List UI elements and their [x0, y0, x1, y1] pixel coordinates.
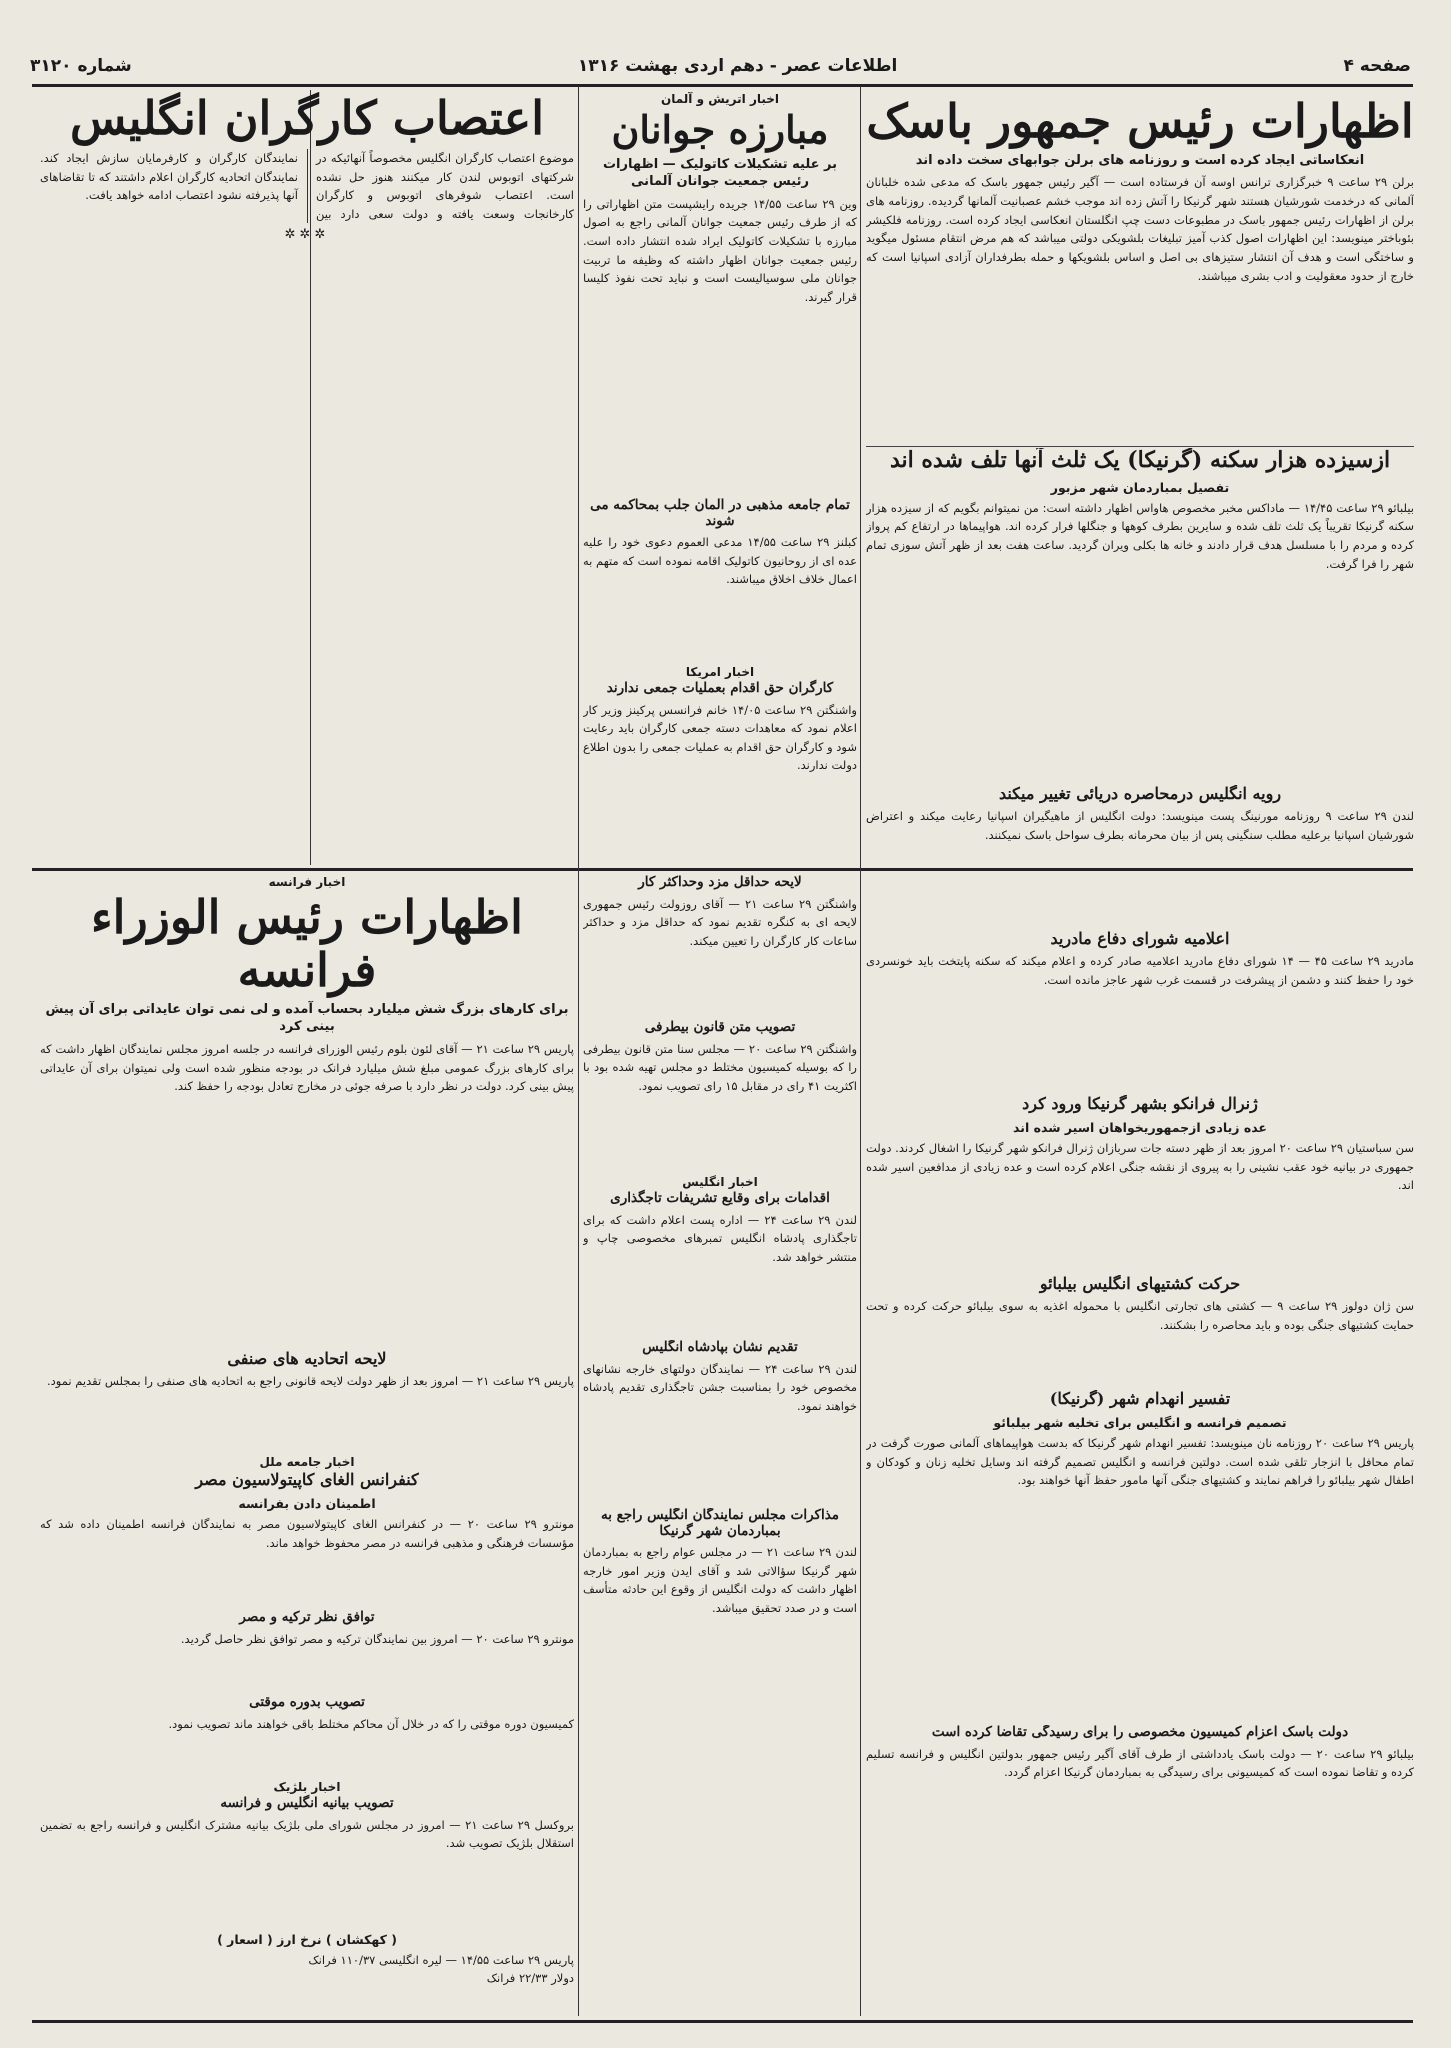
- article-body: برلن ۲۹ ساعت ۹ خبرگزاری ترانس اوسه آن فرستاده است — آگیر رئیس جمهور باسک که مدعی شده خلبانان آلمانی که درخدمت شورشیان هستند شهر گرنیکا را آتش زده اند موجب خشم عصبانیت آلمانها گردیده. روزنامه های برلن از اظهارات رئیس جمهور باسک در مطبوعات دست چپ انگلستان انعکاسی ایجاد کرده است. روزنامه فلکیشر بئوباختر مینویسد: این اظهارات اصول کذب آمیز تبلیغات بلشویکی دولتی میباشد که هم مرض انتقام مسئول میگوید و ساختگی است و هدف آن انتشار ستیزهای بی اصل و اساس بلشویکها و حمله بطرفداران آزادی اسپانیا است که خارج از حدود معقولیت و ادب بشری میباشند.: [866, 175, 1414, 283]
- article-franco: [866, 1095, 1414, 1270]
- section-kicker: اخبار انگلیس: [682, 1175, 758, 1189]
- headline: ازسیزده هزار سکنه (گرنیکا) یک ثلث آنها تلف شده اند: [889, 448, 1391, 473]
- article-body: پاریس ۲۹ ساعت ۲۱ — امروز بعد از ظهر دولت لایحه قانونی راجع به اتحادیه های صنفی را بمجلس تقدیم نمود.: [47, 1374, 574, 1389]
- article-body: واشنگتن ۲۹ ساعت ۲۱ — آقای روزولت رئیس جمهوری لایحه ای به کنگره تقدیم نمود که حداقل مزد و حداکثر ساعات کار کارگران را تعیین میکند.: [583, 896, 857, 948]
- article-body: مادرید ۲۹ ساعت ۴۵ — ۱۴ شورای دفاع مادرید اعلامیه صادر کرده و اعلام میکند که سکنه پایتخت باید خونسردی خود را حفظ کنند و دشمن از پیشرفت در قسمت غرب شهر عاجز مانده است.: [866, 954, 1414, 988]
- article-body: واشنگتن ۲۹ ساعت ۲۰ — مجلس سنا متن قانون بیطرفی را که بوسیله کمیسیون مختلط دو مجلس تهیه شده بود با اکثریت ۴۱ رای در مقابل ۱۵ رای تصویب نمود.: [583, 1041, 857, 1093]
- article-bilbao-ships: [866, 1275, 1414, 1385]
- article-body: لندن ۲۹ ساعت ۲۱ — در مجلس عوام راجع به بمباردمان شهر گرنیکا سؤالاتی شد و آقای ایدن وزیر امور خارجه اظهار داشت که دولت انگلیس از وقوع این حادثه متأسف است و در صدد تحقیق میباشد.: [583, 1545, 857, 1615]
- divider: [866, 446, 1414, 447]
- headline: اظهارات رئیس جمهور باسک: [866, 95, 1414, 148]
- headline: اعتصاب کارگران انگلیس: [69, 92, 545, 145]
- headline: اظهارات رئیس الوزراء فرانسه: [91, 890, 523, 997]
- article-strike: [40, 92, 574, 862]
- article-youth: [583, 92, 857, 492]
- headline: لایحه حداقل مزد وحداکثر کار: [638, 875, 802, 890]
- article-body: سن سباستیان ۲۹ ساعت ۲۰ امروز بعد از ظهر دسته جات سربازان ژنرال فرانکو شهر گرنیکا را اشغال کردند. دولت جمهوری در بیانیه خود عقب نشینی را به پیروی از نقشه جنگی اعلام کرده است و عده زیادی از مدافعین اسیر شده اند.: [866, 1140, 1414, 1193]
- section-kicker: اخبار جامعه ملل: [259, 1455, 355, 1469]
- article-ruin: [866, 1390, 1414, 1720]
- article-temp-period: [40, 1695, 574, 1775]
- newspaper-date: اطلاعات عصر - دهم اردی بهشت ۱۳۱۶: [577, 56, 898, 76]
- article-france-pm: [40, 875, 574, 1345]
- article-belgium: [40, 1780, 574, 1920]
- article-body: بیلبائو ۲۹ ساعت ۲۰ — دولت باسک یادداشتی از طرف آقای آگیر رئیس جمهور بدولتین انگلیس و فرانسه تسلیم کرده و تقاضا نموده است که کمیسیونی برای رسیدگی به بمباردمان گرنیکا اعزام گردد.: [866, 1746, 1414, 1780]
- headline: لایحه اتحادیه های صنفی: [227, 1350, 387, 1368]
- headline: اعلامیه شورای دفاع مادرید: [1050, 930, 1230, 948]
- subhead: عده زیادی ازجمهوریخواهان اسیر شده اند: [1013, 1120, 1267, 1136]
- article-body: پاریس ۲۹ ساعت ۲۰ روزنامه نان مینویسد: تفسیر انهدام شهر گرنیکا که بدست هواپیماهای آلمانی صورت گرفت در تمام محافل با انزجار تلقی شده است. دولتین فرانسه و انگلیس تصمیم گرفته اند وسایل تخلیه زنان و کودکان و اطفال شهر بیلبائو را فراهم نمایند و کشتیهای جنگی آنها مامور حفظ آنها خواهند بود.: [866, 1435, 1414, 1488]
- article-basque: [866, 95, 1414, 440]
- article-body: پاریس ۲۹ ساعت ۲۱ — آقای لئون بلوم رئیس الوزرای فرانسه در جلسه امروز مجلس نمایندگان اظهار داشت که برای کارهای بزرگ عمومی مبلغ شش میلیارد فرانک در بودجه منظور شده است ولی نمیتوان برای آن عایداتی پیش بینی کرد. دولت در نظر دارد با صرفه جوئی در مخارج تعادل بودجه را حفظ کند.: [40, 1041, 574, 1094]
- section-kicker: اخبار امریکا: [685, 665, 755, 679]
- headline: تصویب بیانیه انگلیس و فرانسه: [220, 1795, 394, 1811]
- article-body: موضوع اعتصاب کارگران انگلیس مخصوصاً آنهائیکه در شرکتهای اتوبوس لندن کار میکنند هنوز حل نشده است. اعتصاب شوفرهای اتوبوس و کارگران کارخانجات وسعت یافته و دولت سعی دارد بین نمایندگان کارگران و کارفرمایان سازش ایجاد کند. نمایندگان اتحادیه کارگران اعلام داشتند که تا تقاضاهای آنها پذیرفته نشود اعتصاب ادامه خواهد یافت.: [40, 150, 574, 221]
- article-king-gift: [583, 1340, 857, 1500]
- headline: تصویب بدوره موقتی: [249, 1695, 365, 1710]
- article-coronation: [583, 1175, 857, 1335]
- article-usa-workers: [583, 665, 857, 865]
- headline: کارگران حق اقدام بعملیات جمعی ندارند: [606, 680, 834, 696]
- column-rule: [578, 86, 579, 2016]
- headline: تمام جامعه مذهبی در آلمان جلب بمحاکمه می شوند: [590, 498, 850, 529]
- section-kicker: اخبار بلژیک: [273, 1780, 341, 1794]
- article-turkey: [40, 1610, 574, 1690]
- bottom-rule: [32, 2020, 1413, 2023]
- article-egypt: [40, 1455, 574, 1605]
- article-body: مونترو ۲۹ ساعت ۲۰ — امروز بین نمایندگان ترکیه و مصر توافق نظر حاصل گردید.: [180, 1631, 574, 1646]
- subhead: تصمیم فرانسه و انگلیس برای تخلیه شهر بیلبائو: [993, 1415, 1287, 1431]
- article-wage: [583, 875, 857, 1015]
- headline: توافق نظر ترکیه و مصر: [239, 1610, 375, 1625]
- article-body: بیلبائو ۲۹ ساعت ۱۴/۴۵ — ماداکس مخبر مخصوص هاواس اظهار داشته است: من نمیتوانم بگویم که از سیزده هزار سکنه گرنیکا تقریباً یک ثلث تلف شده و سایرین بطرف کوهها و جنگلها فرار کرده اند. هواپیماها در ارتفاع کم پرواز کرده و مردم را با مسلسل هدف قرار دادند و خانه ها بکلی ویران گردید. ساعت هفت بعد از ظهر آتش سوزی تمام شهر را فرا گرفت.: [866, 500, 1414, 571]
- headline: مبارزه جوانان: [611, 107, 829, 152]
- headline: مذاکرات مجلس نمایندگان انگلیس راجع به بمباردمان شهر گرنیکا: [600, 1508, 840, 1539]
- article-gernika: [866, 448, 1414, 778]
- article-body: وین ۲۹ ساعت ۱۴/۵۵ جریده رایشپست متن اظهاراتی را که از طرف رئیس جمعیت جوانان آلمانی راجع به اصول مبارزه با تشکیلات کاتولیک ایراد شده انتشار داده است. رئیس جمعیت جوانان اظهار داشته که وظیفه ما تربیت جوانان ملی سوسیالیست است و نباید تحت نفوذ کلیسا قرار گیرند.: [583, 196, 857, 304]
- article-body: کمیسیون دوره موقتی را که در خلال آن محاکم مختلط باقی خواهند ماند تصویب نمود.: [168, 1716, 574, 1731]
- exchange-title: ( کهکشان ) نرخ ارز ( اسعار ): [217, 1932, 397, 1947]
- article-naval: [866, 785, 1414, 925]
- headline: حرکت کشتیهای انگلیس بیلبائو: [1039, 1275, 1241, 1293]
- deck: انعکاساتی ایجاد کرده است و روزنامه های برلن جوابهای سخت داده اند: [915, 152, 1365, 168]
- deck: بر علیه تشکیلات کاتولیک — اظهارات رئیس جمعیت جوانان آلمانی: [602, 156, 838, 190]
- column-rule: [860, 86, 861, 2016]
- article-body: لندن ۲۹ ساعت ۲۴ — اداره پست اعلام داشت که برای تاجگذاری پادشاه انگلیس تمبرهای مخصوصی چاپ و منتشر خواهد شد.: [583, 1212, 857, 1264]
- article-madrid: [866, 930, 1414, 1090]
- article-neutrality: [583, 1020, 857, 1170]
- headline: رویه انگلیس درمحاصره دریائی تغییر میکند: [998, 785, 1282, 803]
- article-body: بروکسل ۲۹ ساعت ۲۱ — امروز در مجلس شورای ملی بلژیک بیانیه مشترک انگلیس و فرانسه راجع به تضمین استقلال بلژیک تصویب شد.: [40, 1817, 574, 1851]
- article-body: کبلنز ۲۹ ساعت ۱۴/۵۵ مدعی العموم دعوی خود را علیه عده ای از روحانیون کاتولیک اقامه نموده است که متهم به اعمال خلاف اخلاق میباشند.: [583, 535, 857, 587]
- article-body: واشنگتن ۲۹ ساعت ۱۴/۰۵ خانم فرانسس پرکینز وزیر کار اعلام نمود که معاهدات دسته جمعی کارگران باید رعایت شود و کارگران حق اقدام به عملیات جمعی را بدون اطلاع دولت ندارند.: [583, 702, 857, 773]
- exchange-line: پاریس ۲۹ ساعت ۱۴/۵۵ — لیره انگلیسی ۱۱۰/۳۷ فرانک: [308, 1952, 574, 1967]
- page-label: صفحه ۴: [1343, 56, 1411, 76]
- headline: اقدامات برای وقایع تشریفات تاجگذاری: [610, 1190, 830, 1206]
- deck: برای کارهای بزرگ شش میلیارد بحساب آمده و لی نمی توان عایداتی برای آن پیش بینی کرد: [45, 1001, 569, 1035]
- headline: تقدیم نشان بپادشاه انگلیس: [642, 1340, 798, 1355]
- masthead: [30, 52, 1411, 80]
- article-parliament: [583, 1508, 857, 2013]
- headline: تصویب متن قانون بیطرفی: [644, 1020, 796, 1035]
- issue-number: شماره ۳۱۲۰: [30, 56, 132, 76]
- ornament-icon: ✲✲✲: [284, 227, 330, 243]
- section-kicker: اخبار اتریش و آلمان: [660, 92, 780, 106]
- top-rule: [32, 84, 1413, 87]
- headline: کنفرانس الغای کاپیتولاسیون مصر: [195, 1470, 419, 1489]
- article-body: لندن ۲۹ ساعت ۲۴ — نمایندگان دولتهای خارجه نشانهای مخصوص خود را بمناسبت جشن تاجگذاری تقدیم پادشاه خواهند نمود.: [583, 1361, 857, 1413]
- article-body: لندن ۲۹ ساعت ۹ روزنامه مورنینگ پست مینویسد: دولت انگلیس از ماهیگیران اسپانیا رعایت میکند و اعتراض شورشیان اسپانیا برعلیه مطلب سنگینی پس از بیان محرمانه بطرف سواحل باسک نمیکنند.: [866, 809, 1414, 843]
- exchange-rates: [40, 1925, 574, 2015]
- headline: دولت باسک اعزام کمیسیون مخصوصی را برای رسیدگی تقاضا کرده است: [931, 1725, 1349, 1740]
- headline: تفسیر انهدام شهر (گرنیکا): [1049, 1390, 1231, 1408]
- subhead: اطمینان دادن بفرانسه: [238, 1496, 376, 1512]
- exchange-line: دولار ۲۲/۳۳ فرانک: [486, 1971, 574, 1986]
- article-clergy: [583, 498, 857, 658]
- article-body: سن ژان دولوز ۲۹ ساعت ۹ — کشتی های تجارتی انگلیس با محموله اغذیه به سوی بیلبائو حرکت کرده و تحت حمایت کشتیهای جنگی بوده و باید محاصره را بشکنند.: [866, 1299, 1414, 1333]
- section-kicker: اخبار فرانسه: [268, 875, 346, 889]
- article-labor-law: [40, 1350, 574, 1450]
- article-body: مونترو ۲۹ ساعت ۲۰ — در کنفرانس الغای کاپیتولاسیون مصر به نمایندگان فرانسه اطمینان داده شد که مؤسسات فرهنگی و مذهبی فرانسه در مصر محفوظ خواهد ماند.: [40, 1516, 574, 1550]
- headline: ژنرال فرانکو بشهر گرنیکا ورود کرد: [1022, 1095, 1258, 1113]
- subhead: تفصیل بمباردمان شهر مزبور: [1050, 480, 1230, 496]
- article-basque-request: [866, 1725, 1414, 2015]
